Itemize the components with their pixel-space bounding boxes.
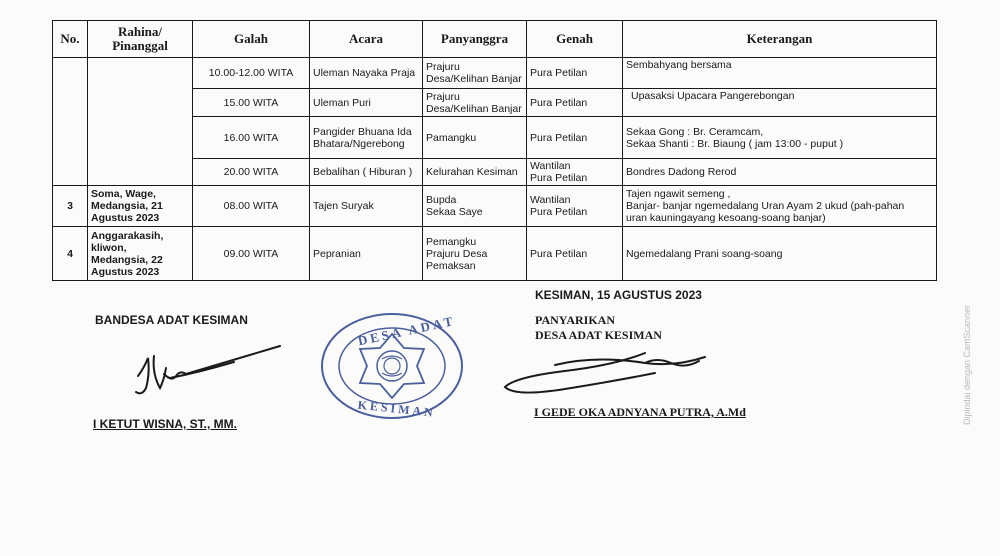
left-signature: [130, 344, 290, 404]
cell-keterangan: Sekaa Gong : Br. Ceramcam, Sekaa Shanti : Br. Biaung ( jam 13:00 - puput ): [623, 117, 937, 159]
table-row: [53, 186, 937, 227]
place-date: KESIMAN, 15 AGUSTUS 2023: [535, 288, 702, 302]
cell-no: 3: [53, 186, 88, 227]
cell-acara: Uleman Nayaka Praja: [310, 58, 423, 89]
svg-text:KESIMAN: KESIMAN: [357, 397, 437, 420]
schedule-table: [52, 20, 937, 281]
cell-acara: Pangider Bhuana Ida Bhatara/Ngerebong: [310, 117, 423, 159]
cell-no: 4: [53, 227, 88, 281]
cell-panyanggra: Pemangku Prajuru Desa Pemaksan: [423, 227, 527, 281]
table-row: [53, 58, 937, 89]
header-rahina: Rahina/ Pinanggal: [88, 21, 193, 58]
cell-rahina: Soma, Wage, Medangsia, 21 Agustus 2023: [88, 186, 193, 227]
header-no: No.: [53, 21, 88, 58]
header-acara: Acara: [310, 21, 423, 58]
cell-keterangan: Upasaksi Upacara Pangerebongan: [623, 89, 937, 117]
cell-galah: 10.00-12.00 WITA: [193, 58, 310, 89]
cell-acara: Tajen Suryak: [310, 186, 423, 227]
scanner-watermark: Dipindai dengan CamScanner: [962, 304, 972, 425]
cell-genah: Wantilan Pura Petilan: [527, 186, 623, 227]
cell-panyanggra: Bupda Sekaa Saye: [423, 186, 527, 227]
table-header-row: [53, 21, 937, 58]
cell-acara: Uleman Puri: [310, 89, 423, 117]
table-row: [53, 227, 937, 281]
cell-keterangan: Bondres Dadong Rerod: [623, 159, 937, 186]
header-galah: Galah: [193, 21, 310, 58]
cell-panyanggra: Prajuru Desa/Kelihan Banjar: [423, 89, 527, 117]
left-signatory-title: BANDESA ADAT KESIMAN: [95, 313, 248, 327]
cell-galah: 09.00 WITA: [193, 227, 310, 281]
cell-galah: 16.00 WITA: [193, 117, 310, 159]
cell-genah: Pura Petilan: [527, 227, 623, 281]
right-signatory-name: I GEDE OKA ADNYANA PUTRA, A.Md: [534, 405, 746, 419]
cell-panyanggra: Pamangku: [423, 117, 527, 159]
right-signature: [495, 345, 715, 405]
cell-genah: Pura Petilan: [527, 89, 623, 117]
cell-rahina: Anggarakasih, kliwon, Medangsia, 22 Agustus 2023: [88, 227, 193, 281]
svg-text:DESA ADAT: DESA ADAT: [356, 313, 457, 349]
right-signatory-title-1: PANYARIKAN: [535, 313, 616, 327]
cell-panyanggra: Prajuru Desa/Kelihan Banjar: [423, 58, 527, 89]
cell-rahina: [88, 58, 193, 186]
left-signatory-name: I KETUT WISNA, ST., MM.: [93, 417, 237, 431]
cell-no: [53, 58, 88, 186]
header-panyanggra: Panyanggra: [423, 21, 527, 58]
header-genah: Genah: [527, 21, 623, 58]
desa-adat-seal: [320, 311, 468, 421]
cell-genah: Pura Petilan: [527, 58, 623, 89]
cell-keterangan: Tajen ngawit semeng , Banjar- banjar ngemedalang Uran Ayam 2 ukud (pah-pahan uran kauningayang kesoang-soang banjar): [623, 186, 937, 227]
header-keterangan: Keterangan: [623, 21, 937, 58]
cell-acara: Pepranian: [310, 227, 423, 281]
cell-galah: 20.00 WITA: [193, 159, 310, 186]
cell-keterangan: Ngemedalang Prani soang-soang: [623, 227, 937, 281]
cell-genah: Wantilan Pura Petilan: [527, 159, 623, 186]
cell-panyanggra: Kelurahan Kesiman: [423, 159, 527, 186]
right-signatory-title-2: DESA ADAT KESIMAN: [535, 328, 662, 342]
cell-genah: Pura Petilan: [527, 117, 623, 159]
cell-galah: 08.00 WITA: [193, 186, 310, 227]
cell-keterangan: Sembahyang bersama: [623, 58, 937, 89]
cell-acara: Bebalihan ( Hiburan ): [310, 159, 423, 186]
cell-galah: 15.00 WITA: [193, 89, 310, 117]
